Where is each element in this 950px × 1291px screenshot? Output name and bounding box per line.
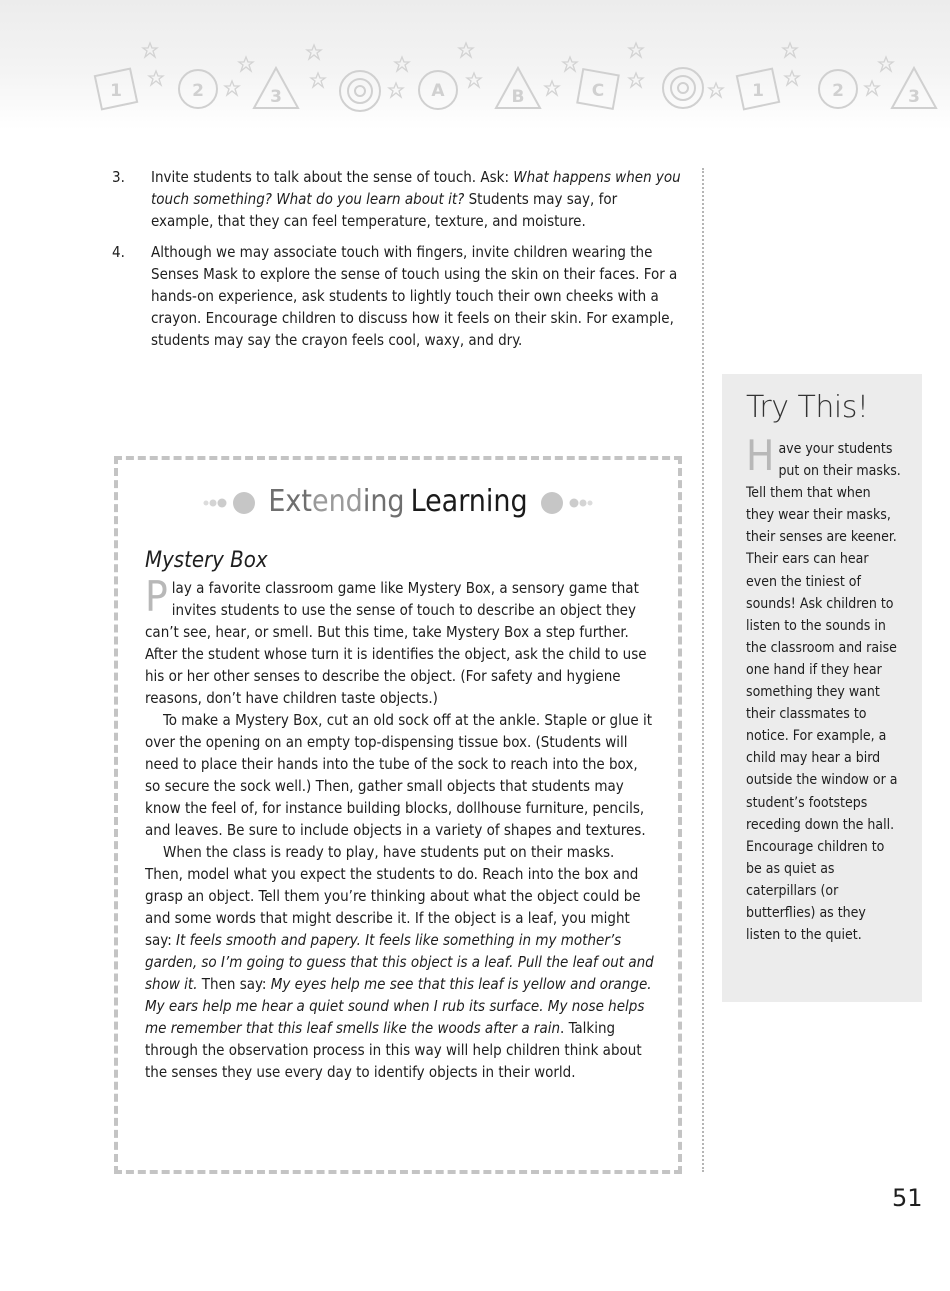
text-run: Invite students to talk about the sense of touch. Ask:: [151, 168, 514, 186]
drop-cap: P: [145, 572, 168, 621]
paragraph: [145, 572, 655, 709]
step-number: 4.: [112, 242, 125, 261]
italic-text: It feels smooth and papery. It feels like something in my mother’s garden, so I’m going to guess that this object is a leaf. Pull the leaf out and show it.: [145, 931, 654, 993]
paragraph-text: lay a favorite classroom game like Mystery Box, a sensory game that invites students to use the sense of touch to describe an object they can’t see, hear, or smell. But this time, take Mystery Box a step further. After the student whose turn it is identifies the object, ask the child to use his or her other senses to describe the object. (For safety and hygiene reasons, don’t have children taste objects.): [145, 579, 647, 707]
text-run: Students may say, for example, that they can feel temperature, texture, and moisture.: [151, 190, 618, 231]
drop-cap: H: [746, 431, 775, 480]
text-run: When the class is ready to play, have students put on their masks. Then, model what you expect the students to do. Reach into the box and grasp an object. Tell them you’re thinking about what the object could be and some words that might describe it. If the object is a leaf, you might say:: [145, 843, 641, 949]
header-motif-glyph: 2: [192, 81, 204, 101]
paragraph: To make a Mystery Box, cut an old sock off at the ankle. Staple or glue it over the opening on an empty top-dispensing tissue box. (Students will need to place their hands into the tube of the sock to reach into the box, so secure the sock well.) Then, gather small objects that students may know the feel of, for instance building blocks, dollhouse furniture, pencils, and leaves. Be sure to include objects in a variety of shapes and textures.: [145, 711, 653, 839]
header-motif-glyph: 2: [832, 81, 844, 101]
header-motif-glyph: B: [511, 87, 525, 107]
try-this-text: ave your students put on their masks. Tell them that when they wear their masks, their senses are keener. Their ears can hear even the tiniest of sounds! Ask children to listen to the sounds in the classroom and raise one hand if they hear something they want their classmates to notice. For example, a child may hear a bird outside the window or a student’s footsteps receding down the hall. Encourage children to be as quiet as caterpillars (or butterflies) as they listen to the quiet.: [746, 441, 901, 944]
text-run: . Talking through the observation process in this way will help children think about the senses they use every day to identify objects in their world.: [145, 1019, 642, 1081]
step-number: 3.: [112, 168, 125, 186]
heading-part: end: [311, 484, 363, 519]
step-item: [112, 241, 682, 352]
try-this-body: [746, 431, 902, 946]
extending-learning-heading: [118, 482, 678, 522]
header-motif-glyph: A: [431, 81, 445, 101]
header-motif-glyph: 1: [110, 81, 122, 101]
heading-part: Ext: [268, 484, 312, 519]
paragraph: [145, 841, 655, 1083]
heading-part: Learning: [410, 484, 528, 519]
text-run: Although we may associate touch with fingers, invite children wearing the Senses Mask to explore the sense of touch using the skin on their faces. For a hands-on experience, ask students to lightly touch their own cheeks with a crayon. Encourage children to discuss how it feels on their skin. For example, students may say the crayon feels cool, waxy, and dry.: [151, 242, 678, 350]
decorative-header-band: [0, 0, 950, 130]
heading-part: ing: [362, 484, 405, 519]
page-number: 51: [892, 1184, 923, 1212]
dots-decoration-left-icon: [202, 491, 258, 515]
dots-decoration-right-icon: [538, 491, 594, 515]
italic-text: What happens when you touch something? What do you learn about it?: [151, 168, 681, 209]
header-motif-glyph: 3: [270, 87, 282, 107]
header-motif-glyph: 1: [752, 81, 764, 101]
step-text: [151, 166, 682, 233]
mystery-box-body: [145, 572, 655, 1083]
column-divider: [702, 168, 704, 1172]
header-motif: [0, 0, 950, 130]
header-motif-glyph: C: [591, 81, 605, 101]
header-motif-glyph: 3: [908, 87, 920, 107]
text-run: Then say:: [197, 975, 271, 993]
step-item: [112, 166, 682, 233]
extending-learning-box: [114, 456, 682, 1174]
mystery-box-title: Mystery Box: [145, 548, 268, 573]
step-text: [151, 241, 682, 352]
italic-text: My eyes help me see that this leaf is yellow and orange. My ears help me hear a quiet sound when I rub its surface. My nose helps me remember that this leaf smells like the woods after a rain: [145, 975, 652, 1037]
try-this-title: Try This!: [746, 390, 869, 425]
try-this-sidebar: [722, 374, 922, 1002]
steps-list: [112, 166, 682, 360]
